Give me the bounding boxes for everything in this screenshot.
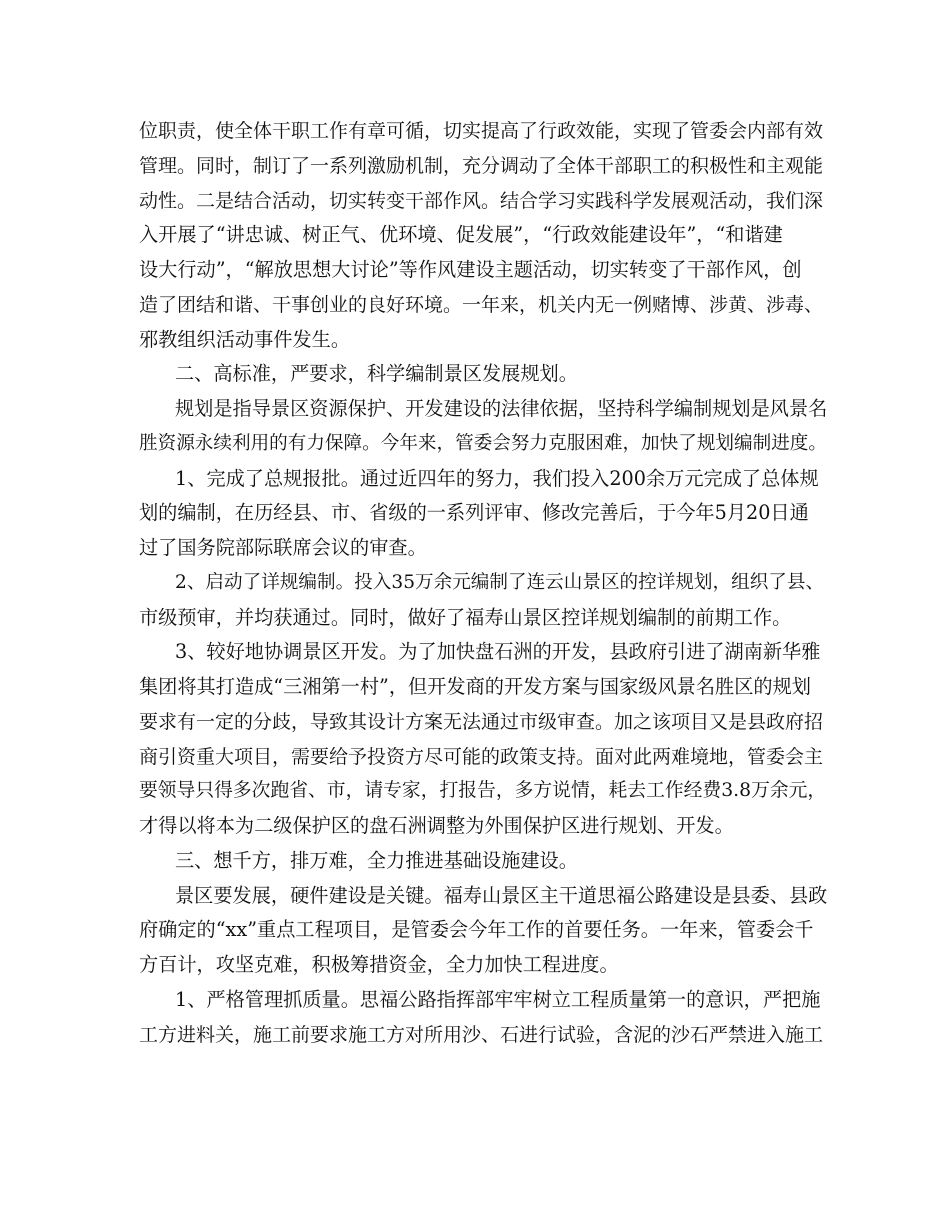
text-line: 3、较好地协调景区开发。为了加快盘石洲的开发，县政府引进了湖南新华雅 bbox=[175, 640, 821, 664]
text-line: 1、严格管理抓质量。思福公路指挥部牢牢树立工程质量第一的意识，严把施 bbox=[175, 987, 821, 1011]
text-line: 要求有一定的分歧，导致其设计方案无法通过市级审查。加之该项目又是县政府招 bbox=[139, 710, 824, 733]
text-line: 位职责，使全体干职工作有章可循，切实提高了行政效能，实现了管委会内部有效 bbox=[139, 120, 824, 142]
text-line: 过了国务院部际联席会议的审查。 bbox=[139, 536, 427, 559]
text-line: 规划是指导景区资源保护、开发建设的法律依据，坚持科学编制规划是风景名 bbox=[175, 397, 828, 420]
text-line: 景区要发展，硬件建设是关键。福寿山景区主干道思福公路建设是县委、县政 bbox=[175, 883, 828, 907]
text-line: 1、完成了总规报批。通过近四年的努力，我们投入200余万元完成了总体规 bbox=[175, 466, 819, 490]
text-line: 商引资重大项目，需要给予投资方尽可能的政策支持。面对此两难境地，管委会主 bbox=[139, 745, 824, 768]
text-line: 胜资源永续利用的有力保障。今年来，管委会努力克服困难，加快了规划编制进度。 bbox=[139, 432, 827, 454]
text-line: 划的编制，在历经县、市、省级的一系列评审、修改完善后，于今年5月20日通 bbox=[139, 501, 809, 525]
document-body bbox=[139, 114, 829, 1052]
text-line: 邪教组织活动事件发生。 bbox=[139, 327, 351, 351]
text-line: 二、高标准，严要求，科学编制景区发展规划。 bbox=[175, 362, 578, 386]
text-line: 方百计，攻坚克难，积极筹措资金，全力加快工程进度。 bbox=[139, 953, 619, 976]
text-line: 入开展了“讲忠诚、树正气、优环境、促发展”，“行政效能建设年”，“和谐建 bbox=[139, 223, 783, 247]
text-line: 设大行动”，“解放思想大讨论”等作风建设主题活动，切实转变了干部作风，创 bbox=[139, 258, 802, 281]
text-line: 管理。同时，制订了一系列激励机制，充分调动了全体干部职工的积极性和主观能 bbox=[139, 154, 824, 177]
text-line: 才得以将本为二级保护区的盘石洲调整为外围保护区进行规划、开发。 bbox=[139, 814, 734, 837]
text-line: 要领导只得多次跑省、市，请专家，打报告，多方说情，耗去工作经费3.8万余元， bbox=[139, 780, 827, 802]
text-line: 动性。二是结合活动，切实转变干部作风。结合学习实践科学发展观活动，我们深 bbox=[139, 189, 824, 212]
text-line: 集团将其打造成“三湘第一村”，但开发商的开发方案与国家级风景名胜区的规划 bbox=[139, 675, 811, 698]
text-line: 市级预审，并均获通过。同时，做好了福寿山景区控详规划编制的前期工作。 bbox=[139, 605, 792, 629]
text-line: 工方进料关，施工前要求施工方对所用沙、石进行试验，含泥的沙石严禁进入施工 bbox=[139, 1023, 824, 1046]
text-line: 府确定的“xx”重点工程项目，是管委会今年工作的首要任务。一年来，管委会千 bbox=[139, 918, 814, 942]
text-line: 三、想千方，排万难，全力推进基础设施建设。 bbox=[175, 848, 578, 872]
text-line: 造了团结和谐、干事创业的良好环境。一年来，机关内无一例赌博、涉黄、涉毒、 bbox=[139, 293, 824, 316]
text-line: 2、启动了详规编制。投入35万余元编制了连云山景区的控详规划，组织了县、 bbox=[175, 571, 825, 593]
